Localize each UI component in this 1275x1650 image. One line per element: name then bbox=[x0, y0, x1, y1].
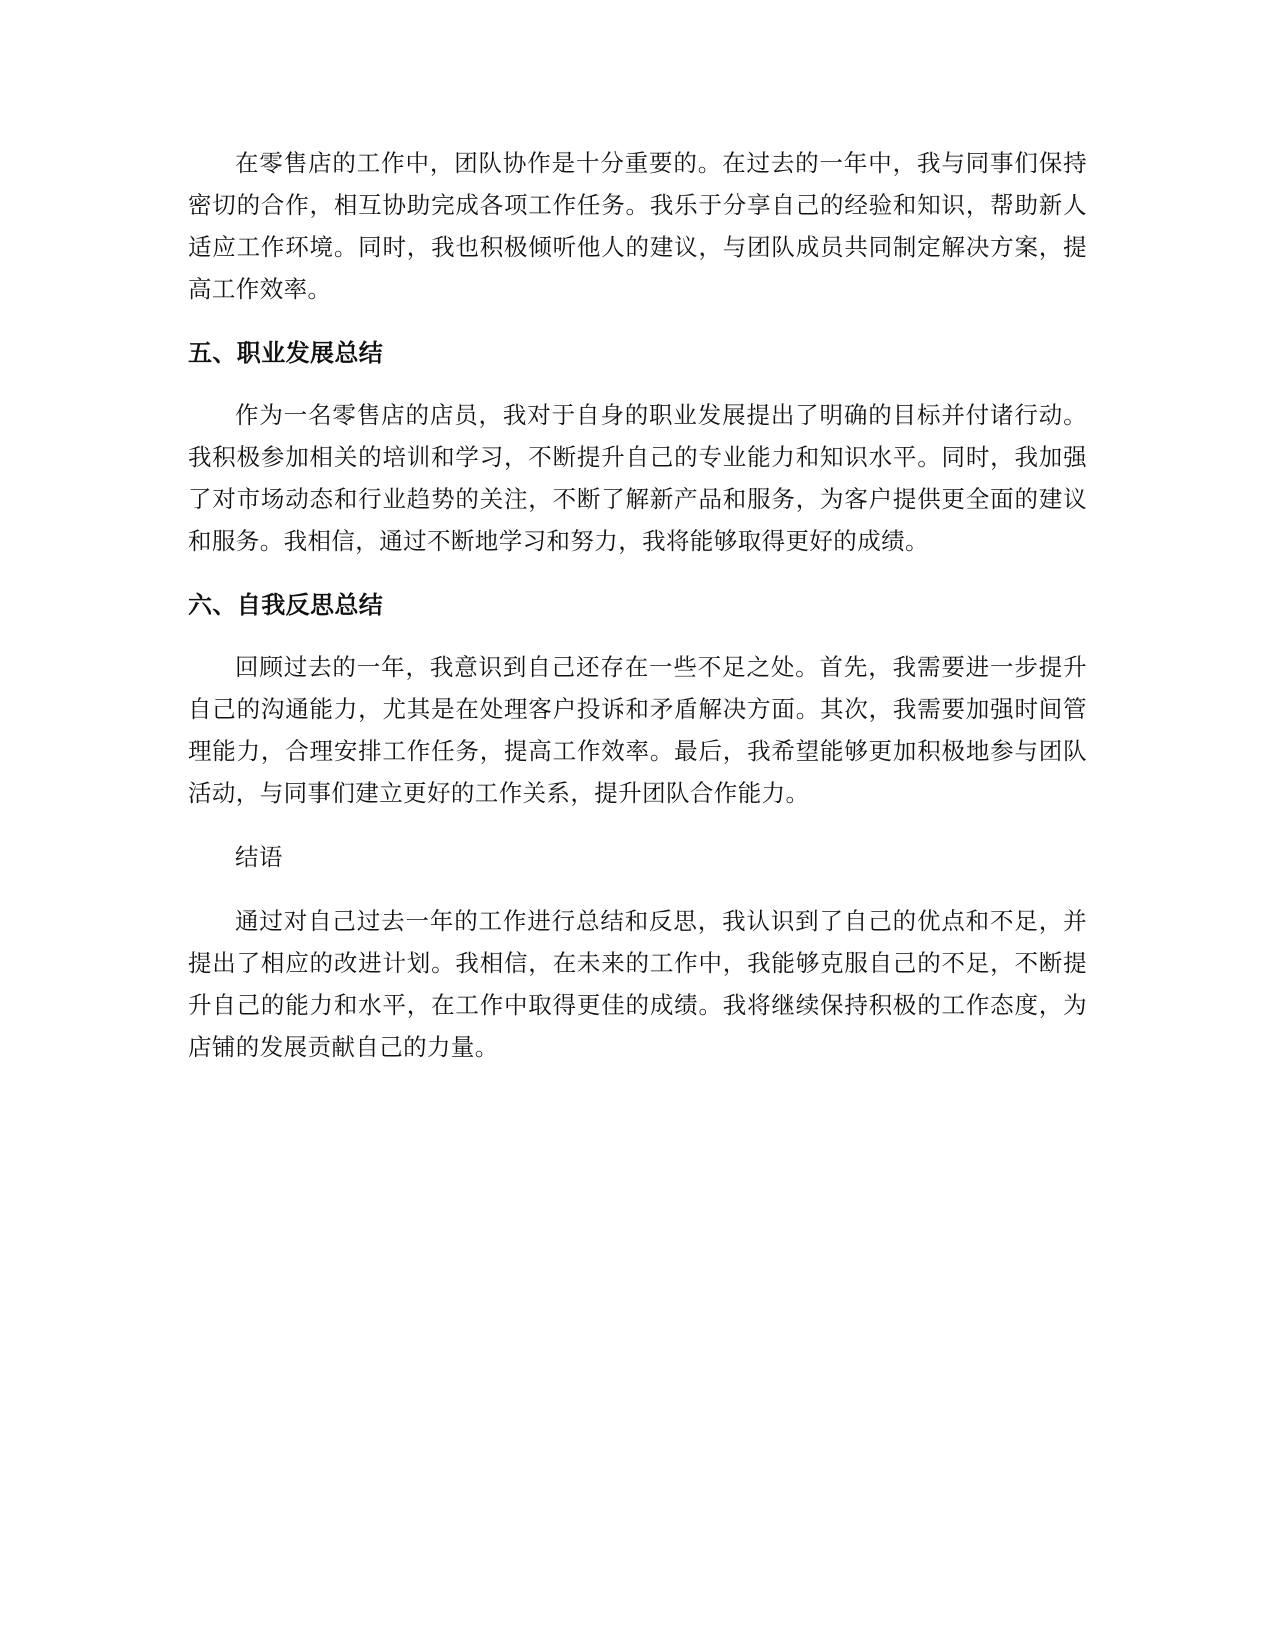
section-heading-career-development: 五、职业发展总结 bbox=[188, 339, 384, 367]
teamwork-paragraph: 在零售店的工作中，团队协作是十分重要的。在过去的一年中，我与同事们保持密切的合作，相互协助完成各项工作任务。我乐于分享自己的经验和知识，帮助新人适应工作环境。同时，我也积极倾听他人的建议，与团队成员共同制定解决方案，提高工作效率。 bbox=[188, 149, 1087, 303]
conclusion-paragraph: 通过对自己过去一年的工作进行总结和反思，我认识到了自己的优点和不足，并提出了相应的改进计划。我相信，在未来的工作中，我能够克服自己的不足，不断提升自己的能力和水平，在工作中取得更佳的成绩。我将继续保持积极的工作态度，为店铺的发展贡献自己的力量。 bbox=[188, 907, 1087, 1061]
self-reflection-paragraph: 回顾过去的一年，我意识到自己还存在一些不足之处。首先，我需要进一步提升自己的沟通能力，尤其是在处理客户投诉和矛盾解决方面。其次，我需要加强时间管理能力，合理安排工作任务，提高工作效率。最后，我希望能够更加积极地参与团队活动，与同事们建立更好的工作关系，提升团队合作能力。 bbox=[188, 653, 1087, 807]
career-development-paragraph: 作为一名零售店的店员，我对于自身的职业发展提出了明确的目标并付诸行动。我积极参加相关的培训和学习，不断提升自己的专业能力和知识水平。同时，我加强了对市场动态和行业趋势的关注，不断了解新产品和服务，为客户提供更全面的建议和服务。我相信，通过不断地学习和努力，我将能够取得更好的成绩。 bbox=[188, 401, 1087, 555]
conclusion-label: 结语 bbox=[235, 843, 283, 871]
section-heading-self-reflection: 六、自我反思总结 bbox=[188, 591, 384, 619]
